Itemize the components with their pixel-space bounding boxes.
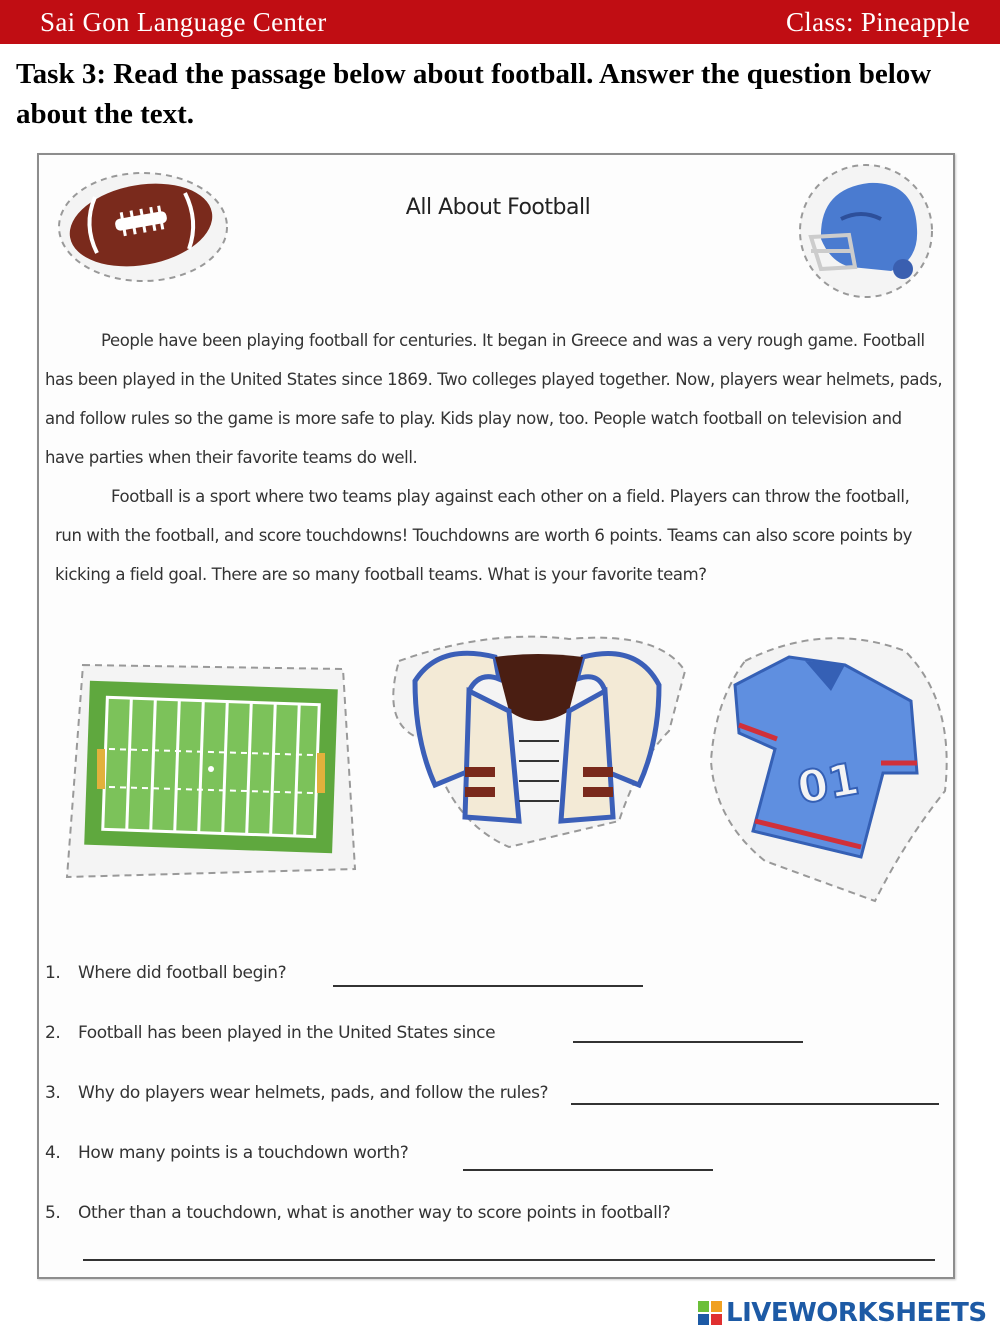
passage-paragraph-1 [45,321,945,477]
question-5: 5. Other than a touchdown, what is another way to score points in football? [45,1203,671,1223]
shoulder-pads-icon [369,621,699,861]
footer-logo[interactable] [698,1296,987,1330]
worksheet-title: All About Football [405,195,591,220]
answer-line-3[interactable] [571,1103,939,1105]
helmet-icon [791,159,941,309]
liveworksheets-logo-icon [698,1301,722,1325]
jersey-icon [705,621,955,911]
school-name: Sai Gon Language Center [40,6,327,37]
answer-line-1[interactable] [333,985,643,987]
paragraph-2-text: Football is a sport where two teams play against each other on a field. Players can throw the football, run with the football, and score touchdowns! Touchdowns are worth 6 points. Teams can also score points by kicking a field goal. There are so many football teams. What is your favorite team? [55,487,913,584]
football-icon [53,167,233,287]
question-1: 1. Where did football begin? [45,963,287,983]
football-field-icon [53,649,363,891]
question-3: 3. Why do players wear helmets, pads, and follow the rules? [45,1083,549,1103]
class-name: Class: Pineapple [785,6,970,37]
answer-line-4[interactable] [463,1169,713,1171]
answer-line-5[interactable] [83,1259,935,1261]
question-4: 4. How many points is a touchdown worth? [45,1143,409,1163]
jersey-number: 01 [793,753,863,815]
answer-line-2[interactable] [573,1041,803,1043]
header-bar [0,0,1000,44]
worksheet [37,153,955,1279]
logo-text: LIVEWORKSHEETS [726,1298,987,1328]
passage-paragraph-2 [55,477,935,594]
question-2: 2. Football has been played in the United States since [45,1023,496,1043]
task-title: Task 3: Read the passage below about football. Answer the question below about the text. [16,58,932,130]
paragraph-1-text: People have been playing football for centuries. It began in Greece and was a very rough game. Football has been played in the United States since 1869. Two colleges played together. Now, players wear helmets, pads, and follow rules so the game is more safe to play. Kids play now, too. People watch football on television and have parties when their favorite teams do well. [45,331,943,467]
